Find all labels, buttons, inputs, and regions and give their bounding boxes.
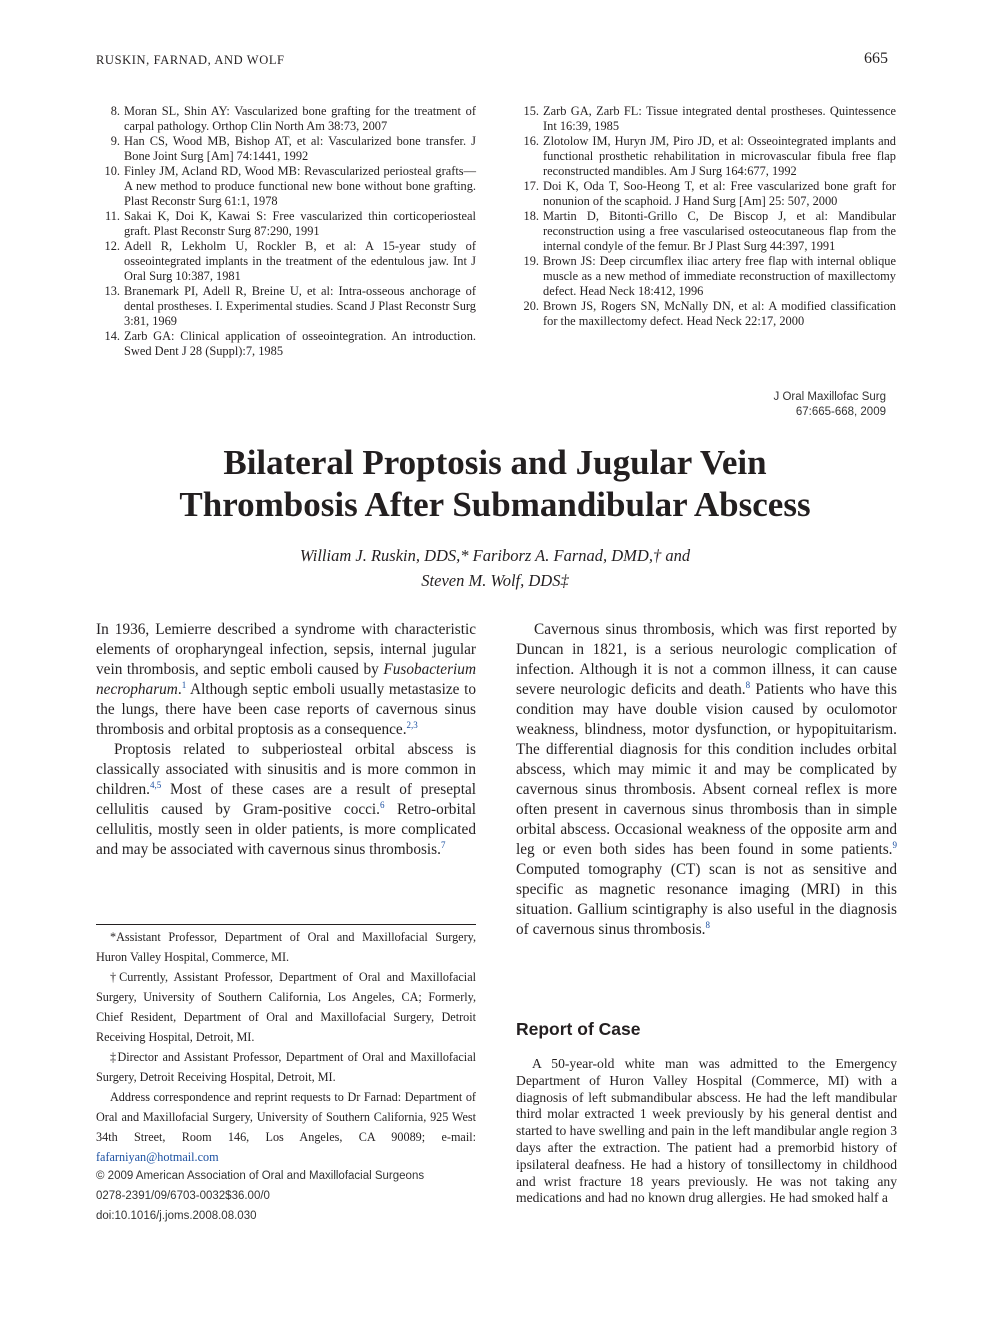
reference-number: 15.: [523, 104, 539, 118]
section-heading: Report of Case: [516, 1019, 641, 1039]
intro-paragraph-2: [96, 740, 476, 860]
reference-text: Adell R, Lekholm U, Rockler B, et al: A 15-year study of osseointegrated implants in the treatment of the edentulous jaw. Int J Oral Surg 10:387, 1981: [124, 239, 476, 283]
intro-paragraph-1: [96, 620, 476, 740]
text-run: Address correspondence and reprint requests to Dr Farnad: Department of Oral and Maxillofacial Surgery, University of Southern California, 925 West 34th Street, Room 146, Los Angeles, CA 90089; e-mail:: [96, 1090, 476, 1144]
text-run: Cavernous sinus thrombosis, which was first reported by Duncan in 1821, is a serious neurologic complication of infection. Although it is not a common illness, it can cause severe neurologic deficits and death.: [516, 621, 897, 698]
reference-text: Martin D, Bitonti-Grillo C, De Biscop J, et al: Mandibular reconstruction using a free vascularised osteocutaneous flap from the internal condyle of the femur. Br J Plast Surg 44:397, 1991: [543, 209, 896, 253]
discussion-column: [516, 620, 897, 940]
footnote-2: †Currently, Assistant Professor, Department of Oral and Maxillofacial Surgery, University of Southern California, Los Angeles, CA; Formerly, Chief Resident, Department of Oral and Maxillofacial Surgery, Detroit Receiving Hospital, Detroit, MI.: [96, 970, 476, 1044]
reference-item: [515, 179, 896, 209]
reference-text: Finley JM, Acland RD, Wood MB: Revascularized periosteal grafts—A new method to produce functional new bone without bone grafting. Plast Reconstr Surg 61:1, 1978: [124, 164, 476, 208]
reference-text: Branemark PI, Adell R, Breine U, et al: Intra-osseous anchorage of dental prostheses. I. Experimental studies. Scand J Plast Reconstr Surg 3:81, 1969: [124, 284, 476, 328]
reference-number: 10.: [104, 164, 120, 178]
reference-number: 14.: [104, 329, 120, 343]
reference-text: Sakai K, Doi K, Kawai S: Free vascularized thin corticoperiosteal graft. Plast Reconstr Surg 87:290, 1991: [124, 209, 476, 238]
running-head: RUSKIN, FARNAD, AND WOLF: [96, 53, 285, 67]
article-title: [60, 442, 930, 526]
reference-number: 19.: [523, 254, 539, 268]
text-run: Computed tomography (CT) scan is not as sensitive and specific as magnetic resonance imaging (MRI) in this situation. Gallium scintigraphy is also useful in the diagnosis of cavernous sinus thrombosis.: [516, 861, 897, 938]
email-link[interactable]: fafarniyan@hotmail.com: [96, 1150, 219, 1164]
issn-line: 0278-2391/09/6703-0032$36.00/0: [96, 1190, 270, 1202]
reference-number: 18.: [523, 209, 539, 223]
reference-number: 20.: [523, 299, 539, 313]
text-run: Retro-orbital cellulitis, mostly seen in older patients, is more complicated and may be associated with cavernous sinus thrombosis.: [96, 801, 476, 858]
title-line-1: Bilateral Proptosis and Jugular Vein: [223, 443, 767, 482]
citation-link[interactable]: 4,5: [149, 779, 162, 790]
copyright-line: © 2009 American Association of Oral and Maxillofacial Surgeons: [96, 1170, 425, 1182]
citation-link[interactable]: 9: [892, 839, 897, 850]
reference-list-right: [515, 104, 896, 329]
reference-item: [96, 209, 476, 239]
citation-link[interactable]: 8: [705, 919, 710, 930]
reference-item: [96, 164, 476, 209]
reference-number: 9.: [110, 134, 120, 148]
copyright-block: [96, 1166, 476, 1226]
reference-text: Zarb GA: Clinical application of osseointegration. An introduction. Swed Dent J 28 (Suppl):7, 1985: [124, 329, 476, 358]
reference-number: 13.: [104, 284, 120, 298]
case-paragraph: A 50-year-old white man was admitted to the Emergency Department of Huron Valley Hospital (Commerce, MI) with a diagnosis of left submandibular abscess. He had the left mandibular third molar extracted 1 week previously by his general dentist and started to have swelling and pain in the left mandibular angle region 3 days after the extraction. The patient had a premorbid history of ipsilateral deafness. He had a history of tonsillectomy in childhood and wrist fracture 18 years previously. He was not taking any medications and had no known drug allergies. He had smoked half a: [516, 1056, 897, 1206]
citation-link[interactable]: 6: [380, 799, 385, 810]
doi-line: doi:10.1016/j.joms.2008.08.030: [96, 1210, 257, 1222]
text-run: Most of these cases are a result of preseptal cellulitis caused by Gram-positive cocci.: [96, 781, 476, 818]
title-line-2: Thrombosis After Submandibular Abscess: [179, 485, 811, 524]
reference-item: [515, 299, 896, 329]
reference-text: Doi K, Oda T, Soo-Heong T, et al: Free vascularized bone graft for nonunion of the scaphoid. J Hand Surg [Am] 25: 507, 2000: [543, 179, 896, 208]
reference-text: Moran SL, Shin AY: Vascularized bone grafting for the treatment of carpal pathology. Orthop Clin North Am 38:73, 2007: [124, 104, 476, 133]
journal-citation: [700, 390, 886, 420]
reference-item: [96, 284, 476, 329]
text-run: .: [177, 681, 182, 698]
reference-text: Han CS, Wood MB, Bishop AT, et al: Vascularized bone transfer. J Bone Joint Surg [Am] 74:1441, 1992: [124, 134, 476, 163]
case-report-text: [516, 1056, 897, 1207]
reference-list-left: [96, 104, 476, 359]
author-list: [120, 543, 870, 593]
citation-link[interactable]: 1: [181, 679, 187, 690]
reference-number: 8.: [110, 104, 120, 118]
reference-text: Zlotolow IM, Huryn JM, Piro JD, et al: Osseointegrated implants and functional prosthetic rehabilitation in microvascular fibula free flap reconstructed mandibles. Am J Surg 164:677, 1992: [543, 134, 896, 178]
reference-number: 11.: [104, 209, 120, 223]
text-run: In 1936, Lemierre described a syndrome with characteristic elements of oropharyngeal infection, sepsis, internal jugular vein thrombosis, and septic emboli caused by: [96, 621, 476, 678]
text-run: Patients who have this condition may have double vision caused by oculomotor weakness, blindness, motor dysfunction, or hypopituitarism. The differential diagnosis for this condition includes orbital abscess, which may mimic it and may be complicated by cavernous sinus thrombosis. Absent corneal reflex is more often present in cavernous sinus thrombosis than in simple orbital abscess. Occasional weakness of the opposite arm and leg or even both sides has been found in some patients.: [516, 681, 897, 858]
reference-item: [96, 134, 476, 164]
reference-number: 12.: [104, 239, 120, 253]
reference-item: [96, 329, 476, 359]
page-number: 665: [864, 50, 888, 67]
footnote-3: ‡Director and Assistant Professor, Department of Oral and Maxillofacial Surgery, Detroit Receiving Hospital, Detroit, MI.: [96, 1050, 476, 1084]
reference-text: Brown JS: Deep circumflex iliac artery free flap with internal oblique muscle as a new method of immediate reconstruction of maxillectomy defect. Head Neck 18:412, 1996: [543, 254, 896, 298]
author-footnotes: [96, 927, 476, 1167]
footnote-1: *Assistant Professor, Department of Oral and Maxillofacial Surgery, Huron Valley Hospital, Commerce, MI.: [96, 930, 476, 964]
reference-number: 17.: [523, 179, 539, 193]
authors-line-1: William J. Ruskin, DDS,* Fariborz A. Farnad, DMD,† and: [299, 546, 691, 565]
reference-number: 16.: [523, 134, 539, 148]
citation-link[interactable]: 2,3: [406, 719, 418, 730]
reference-item: [515, 134, 896, 179]
reference-text: Brown JS, Rogers SN, McNally DN, et al: A modified classification for the maxillectomy defect. Head Neck 22:17, 2000: [543, 299, 896, 328]
reference-item: [515, 104, 896, 134]
intro-column: [96, 620, 476, 860]
journal-name: J Oral Maxillofac Surg: [773, 391, 886, 403]
reference-item: [96, 104, 476, 134]
text-run: Although septic emboli usually metastasize to the lungs, there have been case reports of cavernous sinus thrombosis and orbital proptosis as a consequence.: [96, 681, 476, 738]
reference-item: [515, 209, 896, 254]
text-run: Proptosis related to subperiosteal orbital abscess is classically associated with sinusitis and is more common in children.: [96, 741, 476, 798]
reference-text: Zarb GA, Zarb FL: Tissue integrated dental prostheses. Quintessence Int 16:39, 1985: [543, 104, 896, 133]
journal-volume: 67:665-668, 2009: [795, 406, 886, 418]
citation-link[interactable]: 8: [745, 679, 751, 690]
species-name: Fusobacterium necropharum: [96, 661, 476, 698]
reference-item: [96, 239, 476, 284]
reference-item: [515, 254, 896, 299]
footnote-divider: [96, 924, 476, 925]
citation-link[interactable]: 7: [440, 839, 446, 850]
footnote-4: [96, 1087, 476, 1167]
right-paragraph: [516, 620, 897, 940]
authors-line-2: Steven M. Wolf, DDS‡: [421, 571, 569, 590]
